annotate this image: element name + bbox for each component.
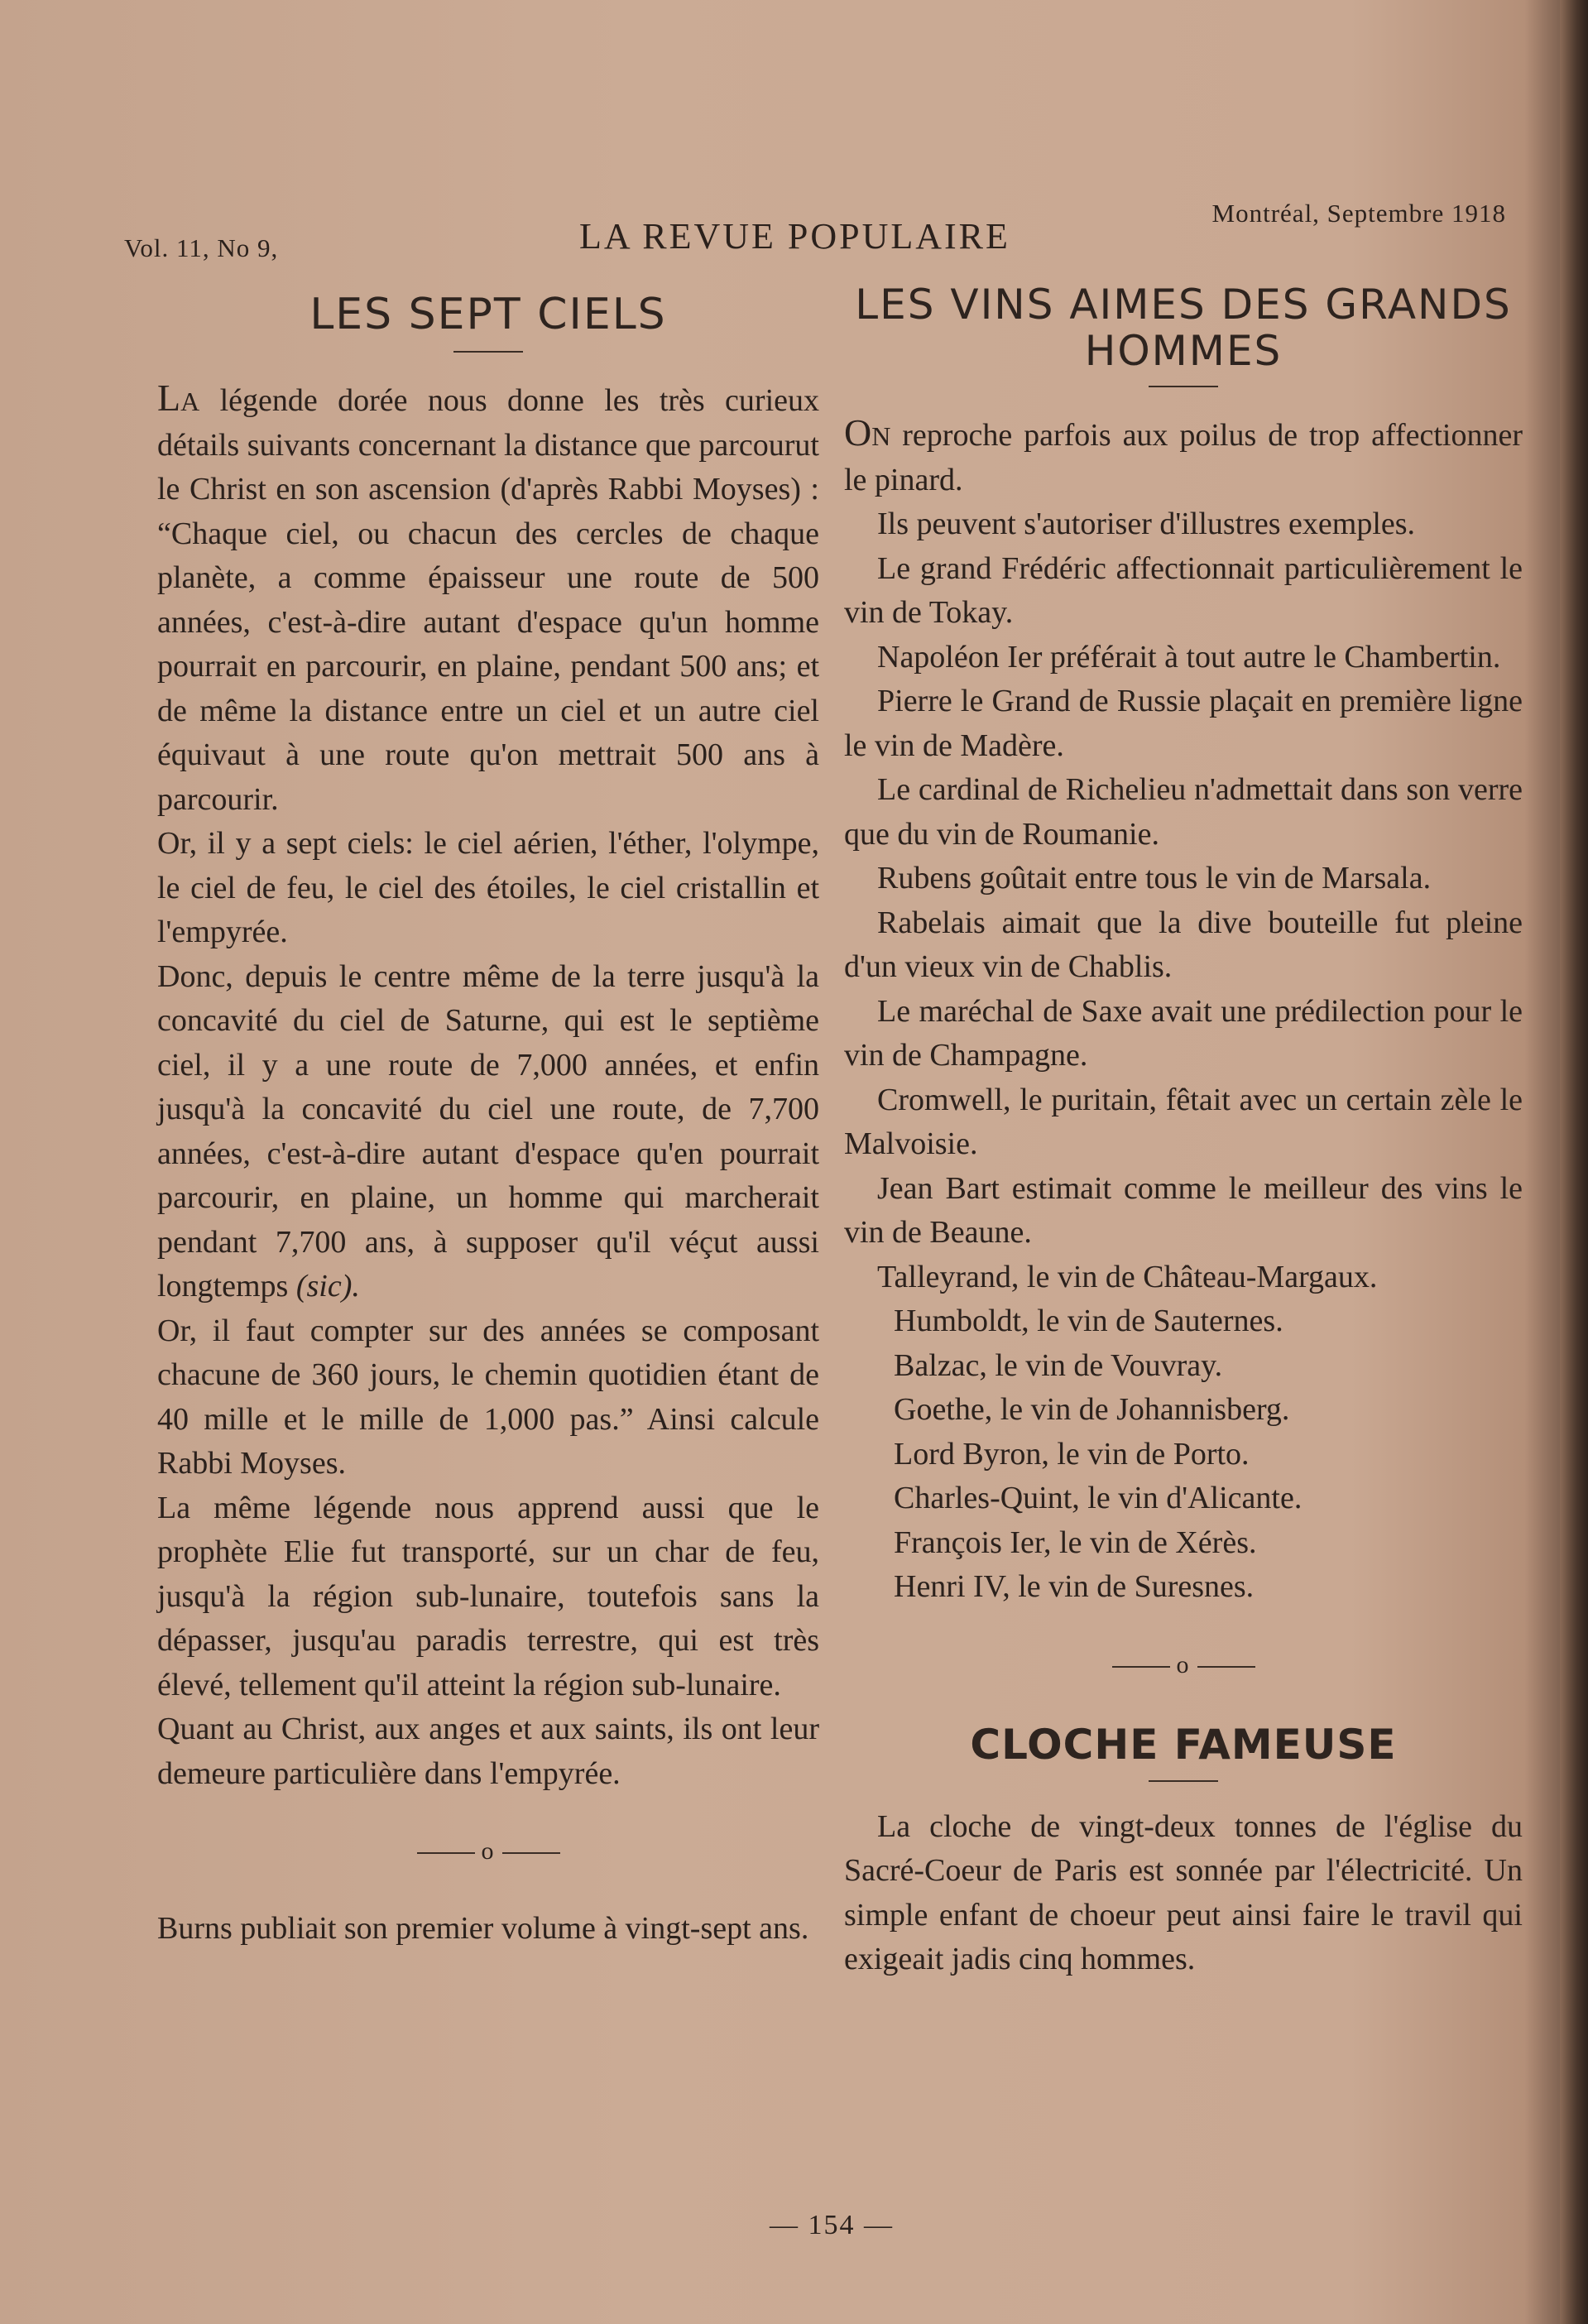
list-item: François Ier, le vin de Xérès.	[894, 1525, 1257, 1560]
page-number: — 154 —	[770, 2210, 894, 2240]
paragraph-text: légende dorée nous donne les très curieux détails suivants concernant la distance que parcourut le Christ en son ascension (d'après Rabbi Moyses) : “Chaque ciel, ou chacun des cercles de chaque planète, a comme épaisseur une route de 500 années, c'est-à-dire autant d'espace qu'un homme pourrait en parcourir, en plaine, pendant 500 ans; et de même la distance entre un ciel et un autre ciel équivaut à une route qu'on mettrait 500 ans à parcourir.	[157, 383, 819, 817]
article-title-cloche: CLOCHE FAMEUSE	[970, 1720, 1397, 1769]
paragraph	[157, 376, 819, 822]
paragraph-text: reproche parfois aux poilus de trop affectionner le pinard.	[844, 418, 1523, 497]
section-separator: o	[844, 1651, 1523, 1679]
paragraph: Rabelais aimait que la dive bouteille fut pleine d'un vieux vin de Chablis.	[844, 905, 1523, 984]
section-separator: o	[157, 1837, 819, 1865]
title-rule	[1149, 1780, 1218, 1782]
list-item: Goethe, le vin de Johannisberg.	[894, 1392, 1290, 1427]
list-item: Balzac, le vin de Vouvray.	[894, 1347, 1223, 1383]
paragraph: Quant au Christ, aux anges et aux saints, ils ont leur demeure particulière dans l'empyrée.	[157, 1712, 819, 1791]
paragraph: Talleyrand, le vin de Château-Margaux.	[877, 1259, 1378, 1294]
header-date: Montréal, Septembre 1918	[1211, 199, 1506, 228]
paragraph: Pierre le Grand de Russie plaçait en première ligne le vin de Madère.	[844, 684, 1523, 763]
list-item: Charles-Quint, le vin d'Alicante.	[894, 1481, 1303, 1515]
article-title-sept-ciels: LES SEPT CIELS	[309, 290, 667, 339]
paragraph: Le cardinal de Richelieu n'admettait dans son verre que du vin de Roumanie.	[844, 772, 1523, 852]
paragraph: La cloche de vingt-deux tonnes de l'église du Sacré-Coeur de Paris est sonnée par l'électricité. Un simple enfant de choeur peut ainsi faire le travil qui exigeait jadis cinq hommes.	[844, 1808, 1523, 1976]
paragraph: Burns publiait son premier volume à vingt-sept ans.	[157, 1911, 809, 1946]
paragraph: Cromwell, le puritain, fêtait avec un certain zèle le Malvoisie.	[844, 1082, 1523, 1161]
paragraph	[844, 411, 1523, 502]
paragraph: Le maréchal de Saxe avait une prédilection pour le vin de Champagne.	[844, 993, 1523, 1073]
wine-list	[844, 1299, 1523, 1610]
list-item: Lord Byron, le vin de Porto.	[894, 1436, 1250, 1472]
initial-letters: La	[157, 377, 200, 419]
paragraph-text: Donc, depuis le centre même de la terre jusqu'à la concavité du ciel de Saturne, qui est le septième ciel, il y a une route de 7,000 années, et enfin jusqu'à la concavité du ciel une route, de 7,700 années, c'est-à-dire autant d'espace qu'en pourrait parcourir, en plaine, un homme qui marcherait pendant 7,700 ans, à supposer qu'il véçut aussi longtemps	[157, 958, 819, 1304]
left-column	[157, 281, 819, 1952]
article-title-vins: LES VINS AIMES DES GRANDS HOMMES	[855, 281, 1512, 375]
paragraph: Ils peuvent s'autoriser d'illustres exemples.	[877, 507, 1416, 541]
book-spine-shadow	[1560, 0, 1588, 2324]
running-header	[124, 199, 1506, 265]
header-volume: Vol. 11, No 9,	[124, 233, 279, 262]
paragraph: Le grand Frédéric affectionnait particulièrement le vin de Tokay.	[844, 550, 1523, 630]
paragraph: Or, il y a sept ciels: le ciel aérien, l'éther, l'olympe, le ciel de feu, le ciel des étoiles, le ciel cristallin et l'empyrée.	[157, 826, 819, 949]
sic-note: (sic).	[295, 1269, 360, 1304]
paragraph: Or, il faut compter sur des années se composant chacune de 360 jours, le chemin quotidien étant de 40 mille et le mille de 1,000 pas.” Ainsi calcule Rabbi Moyses.	[157, 1313, 819, 1481]
paragraph: La même légende nous apprend aussi que le prophète Elie fut transporté, sur un char de feu, jusqu'à la région sub-lunaire, toutefois sans la dépasser, jusqu'au paradis terrestre, qui est très élevé, tellement qu'il atteint la région sub-lunaire.	[157, 1490, 819, 1702]
initial-letters: On	[844, 411, 891, 454]
list-item: Henri IV, le vin de Suresnes.	[894, 1569, 1255, 1604]
title-rule	[1149, 386, 1218, 387]
paragraph	[157, 955, 819, 1309]
paragraph: Jean Bart estimait comme le meilleur des vins le vin de Beaune.	[844, 1170, 1523, 1250]
list-item: Humboldt, le vin de Sauternes.	[894, 1304, 1283, 1338]
paragraph: Rubens goûtait entre tous le vin de Marsala.	[877, 861, 1432, 896]
paragraph: Napoléon Ier préférait à tout autre le Chambertin.	[877, 639, 1501, 675]
header-title: LA REVUE POPULAIRE	[579, 216, 1010, 257]
right-column	[844, 281, 1523, 1982]
title-rule	[453, 351, 523, 353]
